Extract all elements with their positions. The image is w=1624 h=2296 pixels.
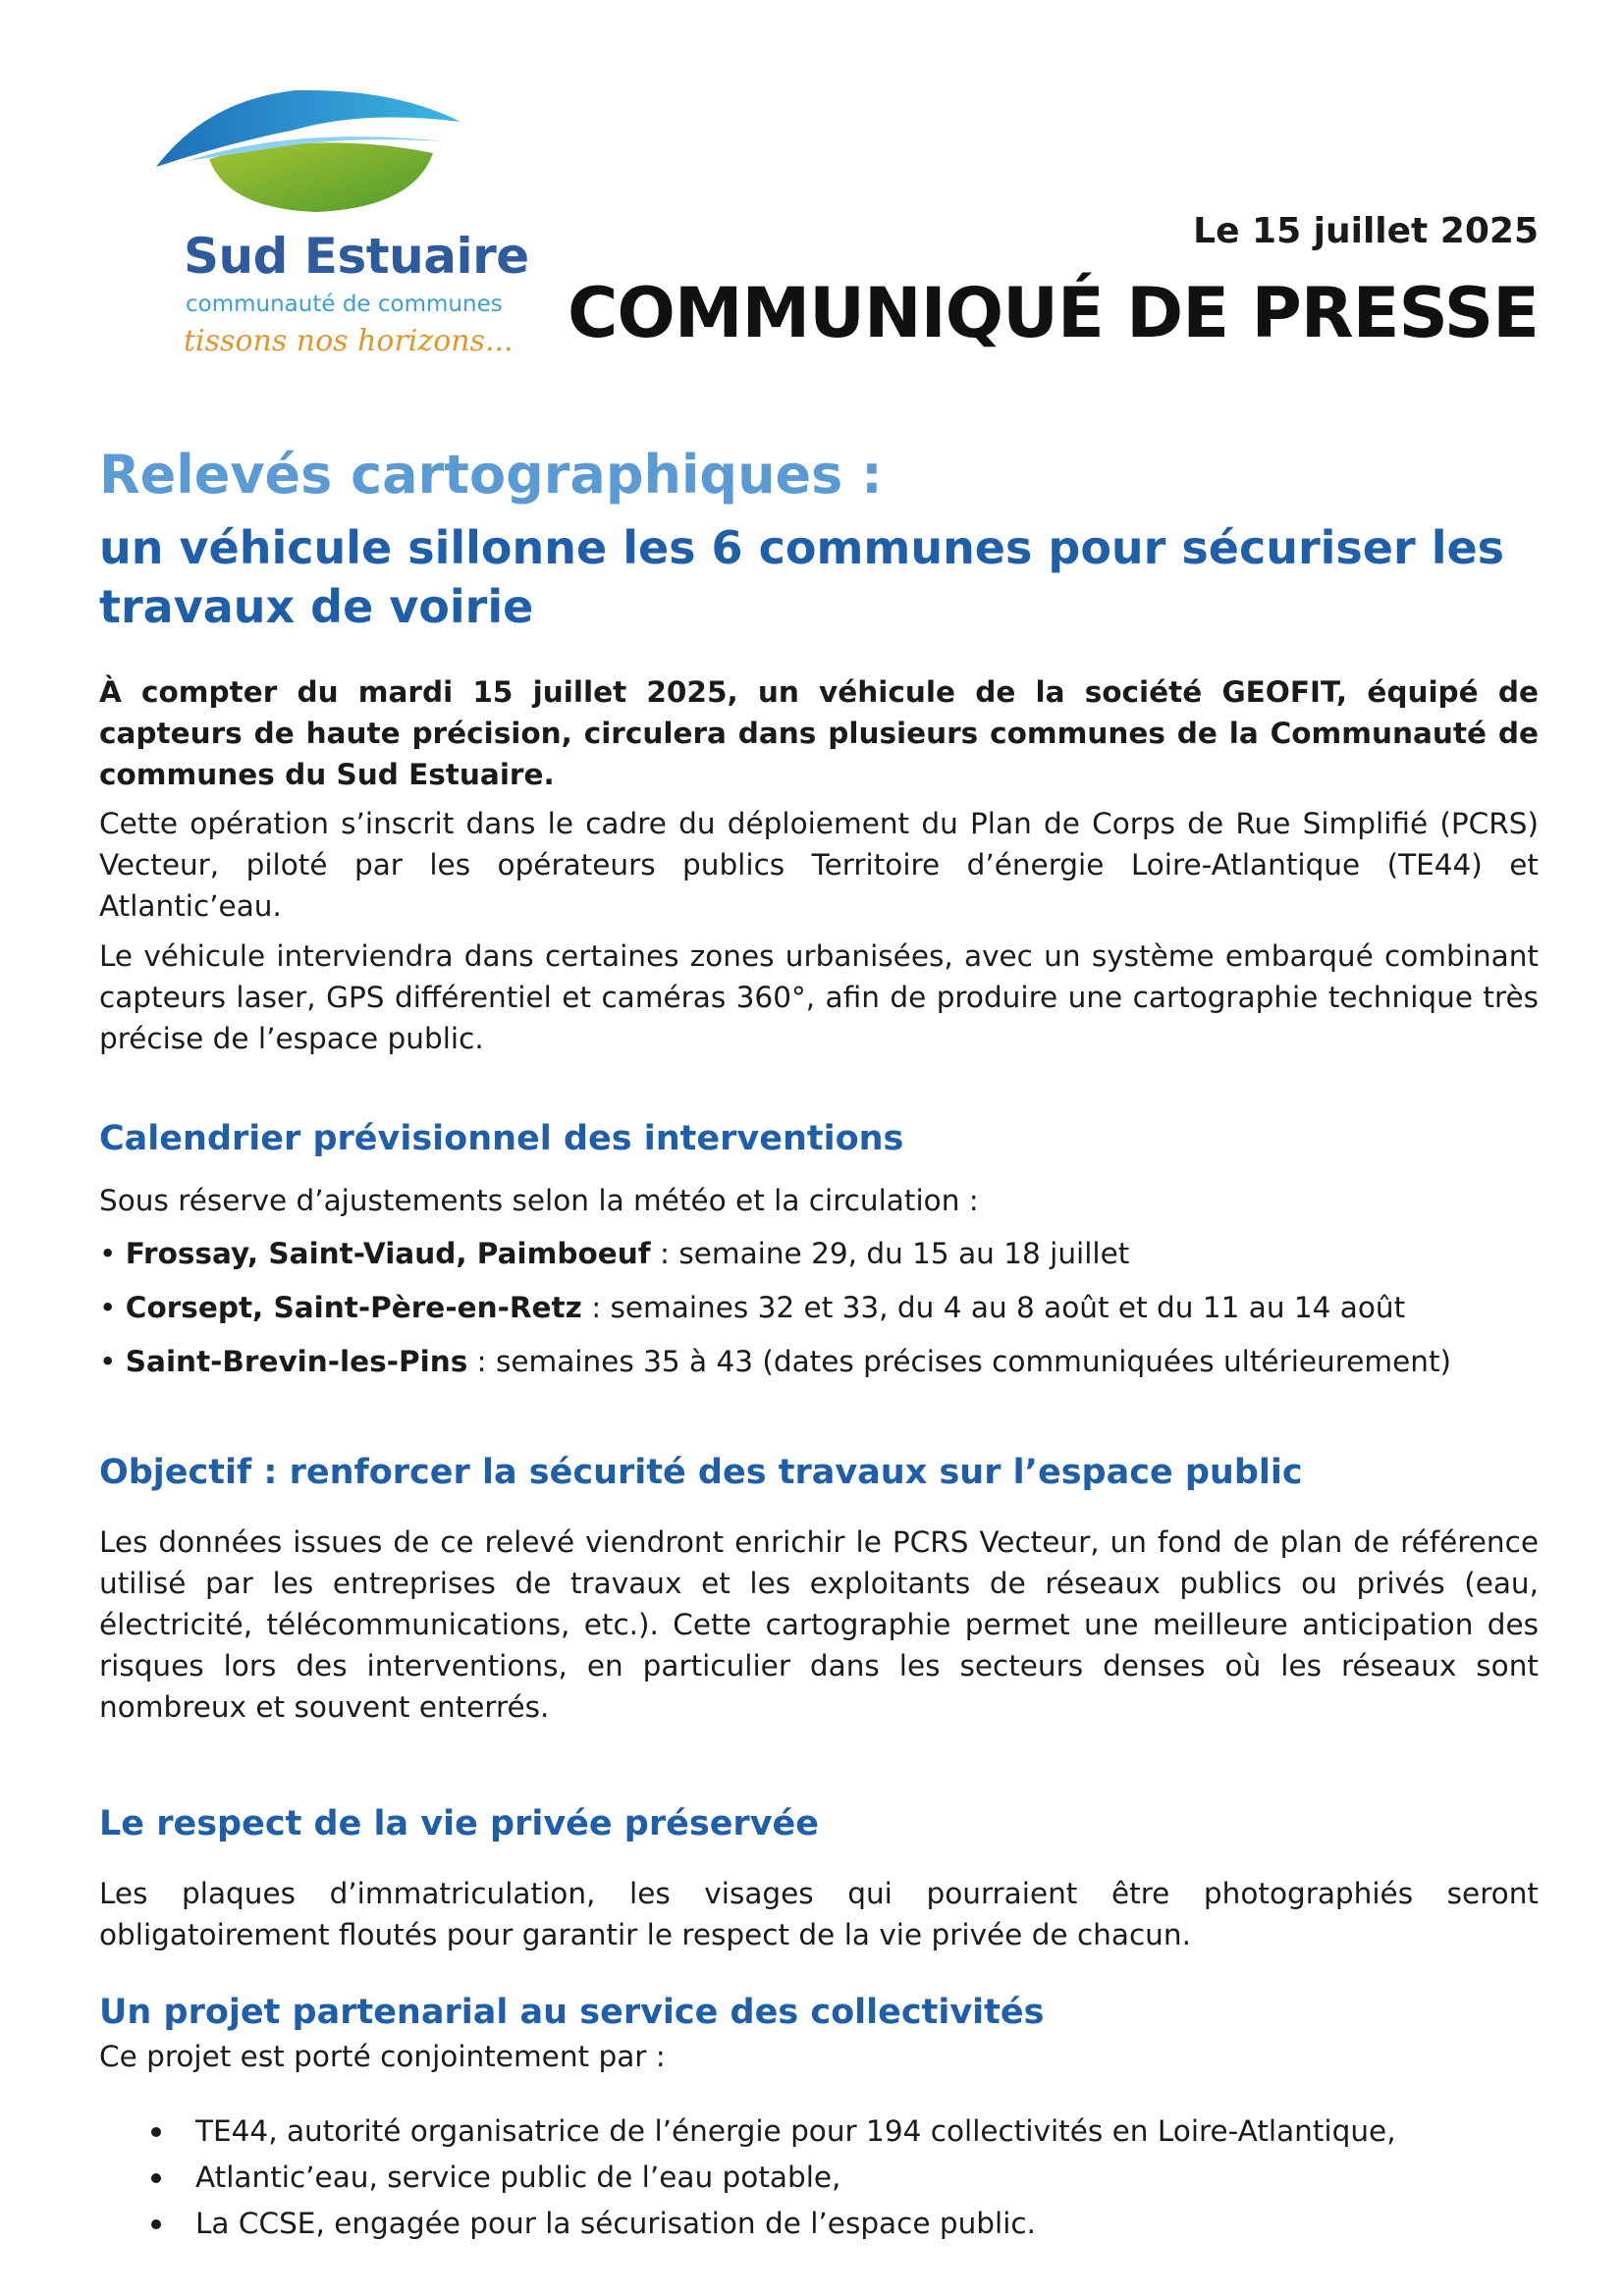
bullet: •: [99, 1345, 117, 1378]
calendar-item-places: Frossay, Saint-Viaud, Paimboeuf: [125, 1237, 651, 1270]
lead-paragraph: À compter du mardi 15 juillet 2025, un véhicule de la société GEOFIT, équipé de capteurs de haute précision, circulera dans plusieurs communes de la Communauté de communes du Sud Estuaire.: [99, 675, 1539, 791]
privacy-heading: Le respect de la vie privée préservée: [99, 1804, 819, 1843]
bullet: •: [99, 1237, 117, 1270]
release-date: Le 15 juillet 2025: [1193, 211, 1539, 251]
list-item-text: TE44, autorité organisatrice de l’énergie pour 194 collectivités en Loire-Atlantique,: [195, 2114, 1396, 2148]
project-partners-list: [99, 2109, 1396, 2247]
document-type-title: COMMUNIQUÉ DE PRESSE: [567, 273, 1539, 353]
calendar-item-places: Corsept, Saint-Père-en-Retz: [125, 1291, 582, 1324]
list-item: [99, 2109, 1396, 2155]
page-subtitle: un véhicule sillonne les 6 communes pour sécuriser les travaux de voirie: [99, 521, 1505, 633]
bullet-icon: [151, 2219, 161, 2229]
intro-paragraph-2: Le véhicule interviendra dans certaines zones urbanisées, avec un système embarqué combinant capteurs laser, GPS différentiel et caméras 360°, afin de produire une cartographie technique très précise de l’espace public.: [99, 939, 1539, 1055]
privacy-paragraph: Les plaques d’immatriculation, les visages qui pourraient être photographiés seront obligatoirement floutés pour garantir le respect de la vie privée de chacun.: [99, 1877, 1539, 1951]
calendar-item-places: Saint-Brevin-les-Pins: [125, 1345, 468, 1378]
intro-paragraph-1: Cette opération s’inscrit dans le cadre du déploiement du Plan de Corps de Rue Simplifié (PCRS) Vecteur, piloté par les opérateurs publics Territoire d’énergie Loire-Atlantique (TE44) et Atlantic’eau.: [99, 807, 1539, 923]
calendar-heading: Calendrier prévisionnel des interventions: [99, 1119, 904, 1158]
bullet: •: [99, 1291, 117, 1324]
list-item: [99, 2201, 1396, 2247]
calendar-item-details: : semaine 29, du 15 au 18 juillet: [650, 1237, 1130, 1270]
project-intro: Ce projet est porté conjointement par :: [99, 2040, 666, 2073]
objective-paragraph: Les données issues de ce relevé viendront enrichir le PCRS Vecteur, un fond de plan de référence utilisé par les entreprises de travaux et les exploitants de réseaux publics ou privés (eau, électricité, télécommunications, etc.). Cette cartographie permet une meilleure anticipation des risques lors des interventions, en particulier dans les secteurs denses où les réseaux sont nombreux et souvent enterrés.: [99, 1525, 1539, 1724]
list-item: [99, 2155, 1396, 2201]
logo-subtitle: communauté de communes: [186, 292, 503, 317]
list-item-text: La CCSE, engagée pour la sécurisation de l’espace public.: [195, 2207, 1037, 2240]
calendar-item: [99, 1237, 1129, 1270]
logo-name: Sud Estuaire: [184, 228, 529, 285]
bullet-icon: [151, 2127, 161, 2137]
logo-emblem-icon: [148, 71, 482, 218]
logo-tagline: tissons nos horizons...: [184, 324, 514, 358]
list-item-text: Atlantic’eau, service public de l’eau potable,: [195, 2161, 841, 2194]
calendar-item: [99, 1291, 1405, 1324]
calendar-intro: Sous réserve d’ajustements selon la météo et la circulation :: [99, 1184, 979, 1217]
project-heading: Un projet partenarial au service des collectivités: [99, 1993, 1045, 2032]
calendar-item: [99, 1345, 1451, 1378]
sud-estuaire-logo: [148, 71, 529, 375]
calendar-item-details: : semaines 32 et 33, du 4 au 8 août et du 11 au 14 août: [581, 1291, 1406, 1324]
page-title: Relevés cartographiques :: [99, 444, 883, 506]
calendar-item-details: : semaines 35 à 43 (dates précises communiquées ultérieurement): [467, 1345, 1452, 1378]
bullet-icon: [151, 2173, 161, 2183]
objective-heading: Objectif : renforcer la sécurité des travaux sur l’espace public: [99, 1453, 1303, 1492]
press-release-page: [99, 0, 1539, 2296]
